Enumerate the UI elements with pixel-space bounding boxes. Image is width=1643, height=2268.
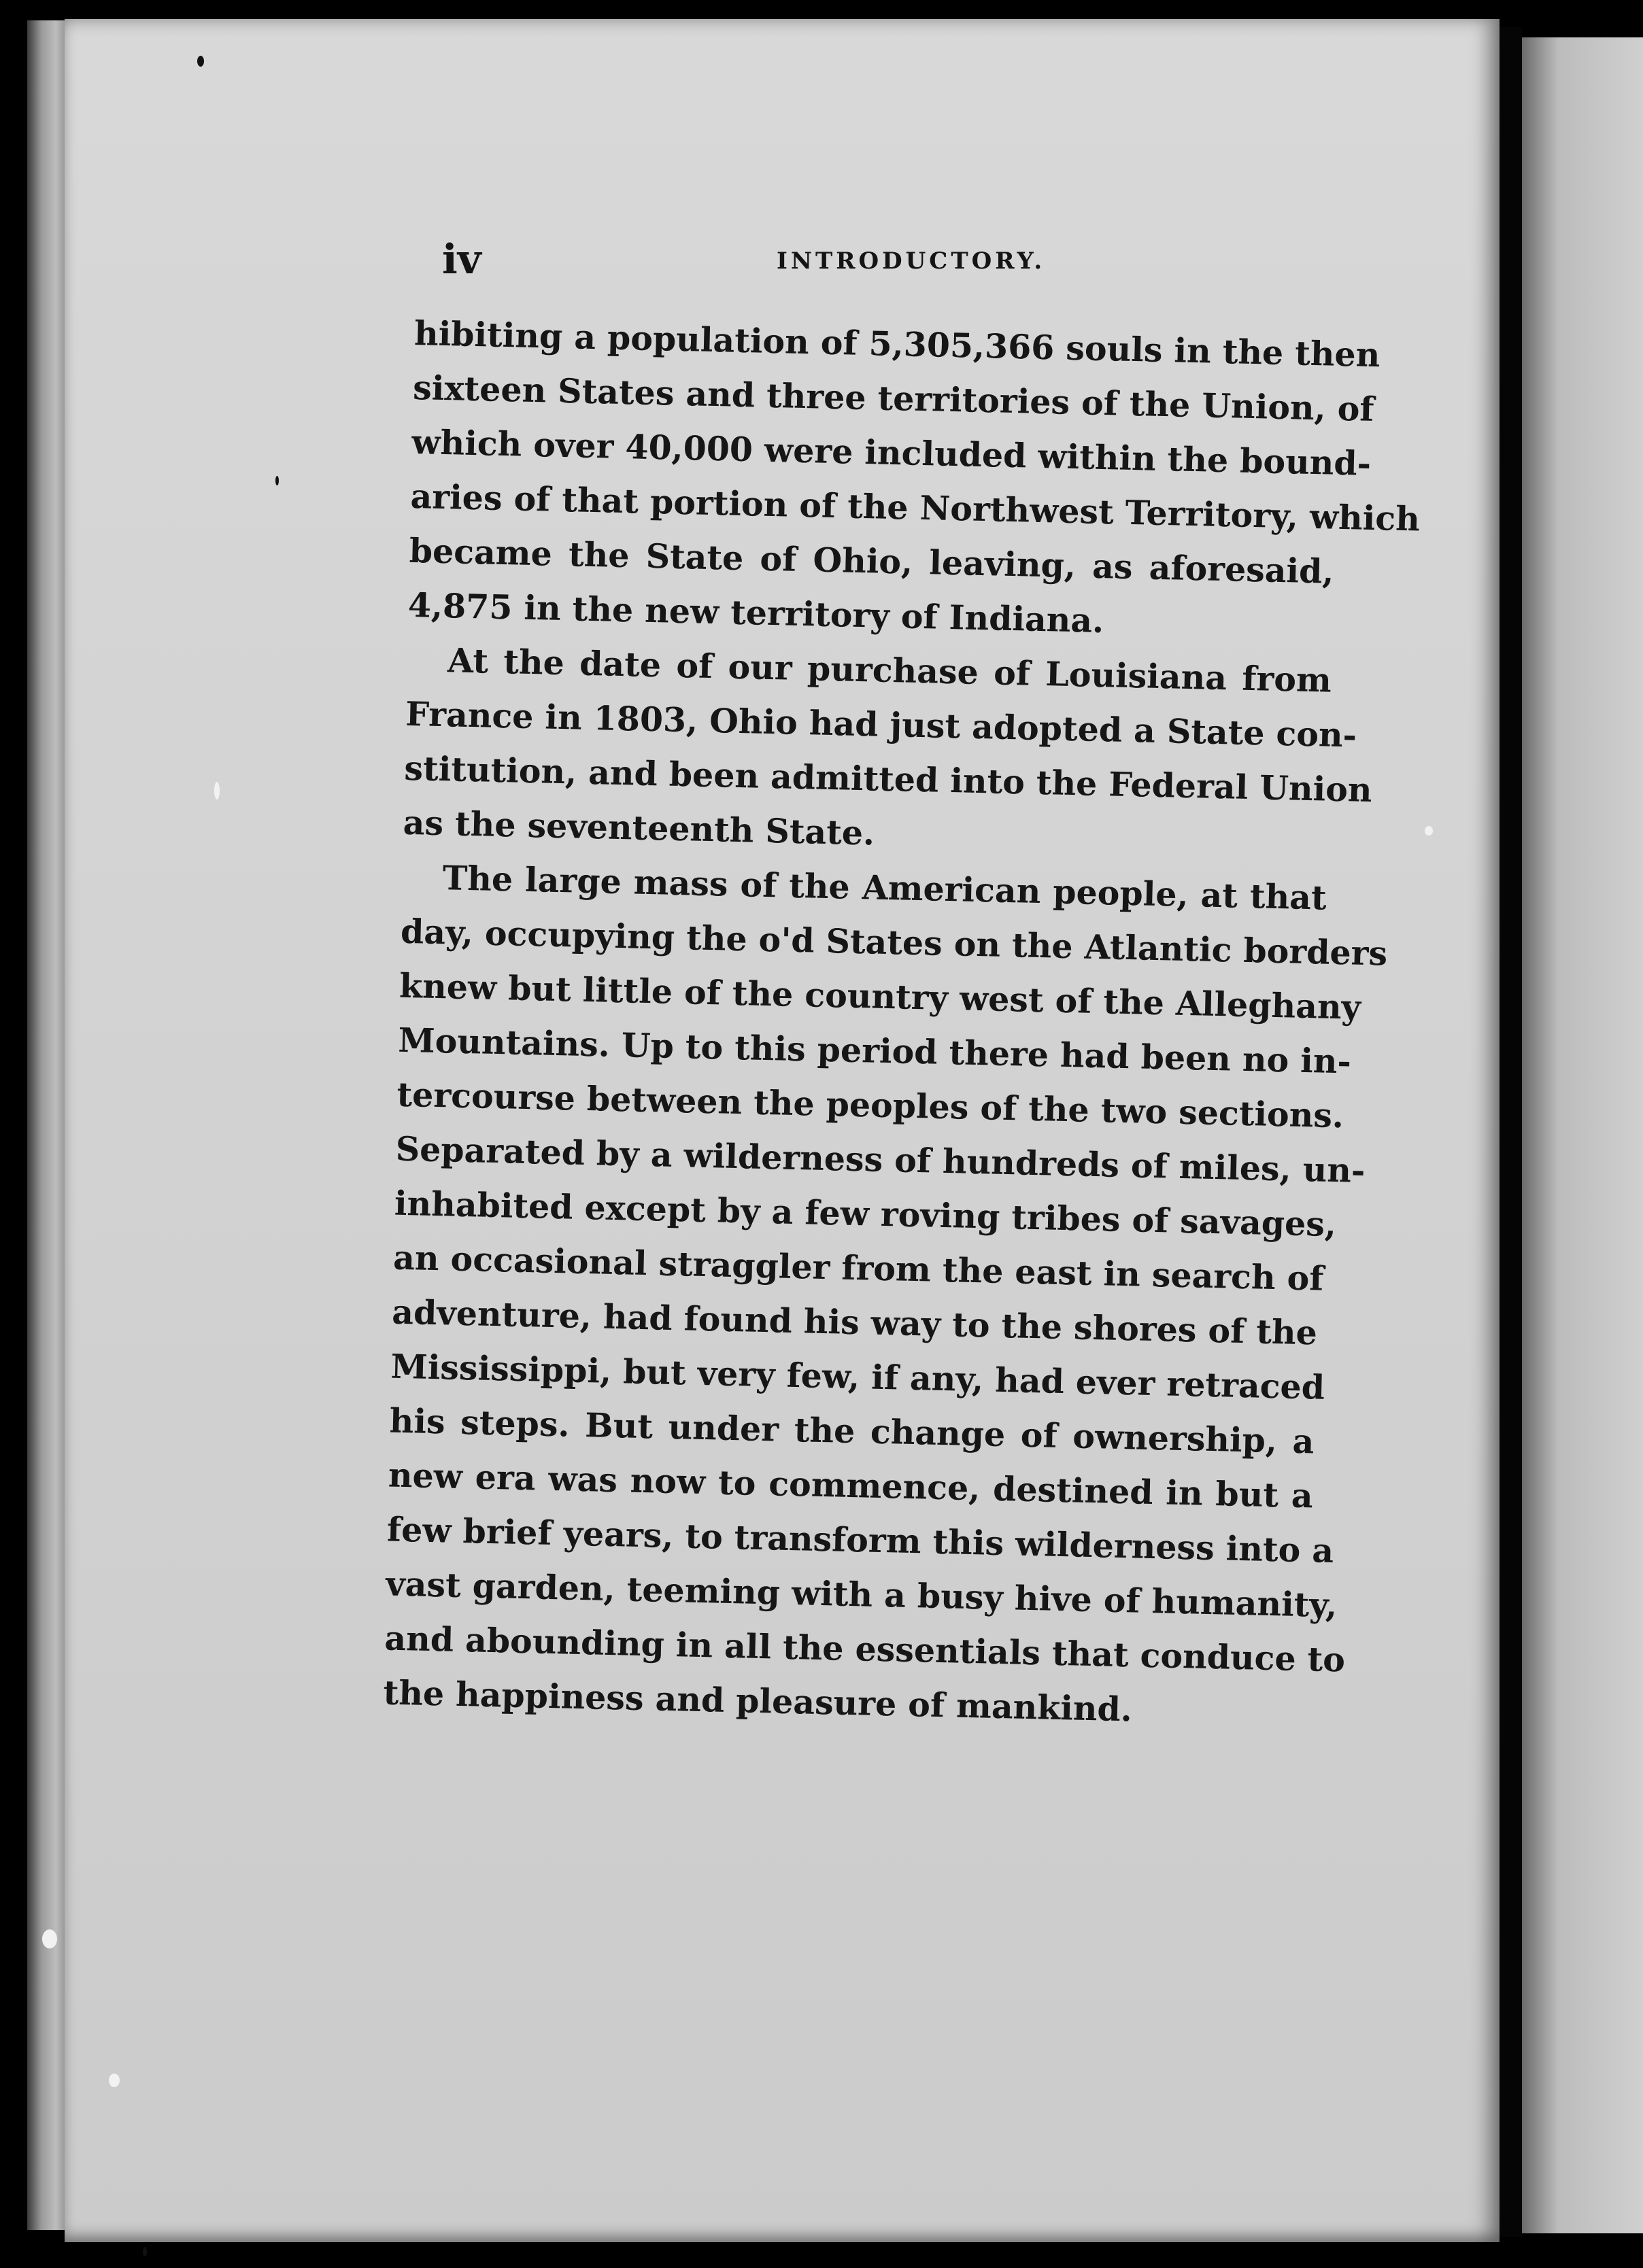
text-line: France in 1803, Ohio had just adopted a State con- [405,693,1357,755]
facing-page-edge [1522,37,1643,2233]
page-header [442,233,1340,287]
text-line: Separated by a wilderness of hundreds of miles, un- [395,1129,1366,1191]
text-line: new era was now to commence, destined in but a [388,1455,1314,1516]
ink-speck [275,476,279,485]
text-line: Mississippi, but very few, if any, had ever retraced [390,1346,1325,1407]
page-gutter [1500,27,1522,2237]
dust-speck [109,2074,120,2087]
body-text [383,306,1421,1740]
dust-speck [1425,826,1433,836]
text-line: the happiness and pleasure of mankind. [383,1672,1133,1730]
paragraph-1 [407,306,1421,653]
ink-speck [143,2247,147,2256]
text-line: became the State of Ohio, leaving, as aforesaid, [409,530,1335,591]
text-line: adventure, had found his way to the shores of the [391,1292,1318,1353]
dust-speck [214,782,220,800]
ink-speck [197,56,204,67]
text-line: knew but little of the country west of the Alleghany [399,965,1361,1027]
text-line: 4,875 in the new territory of Indiana. [407,585,1104,641]
text-line: hibiting a population of 5,305,366 souls in the then [413,313,1381,375]
dust-speck [42,1929,57,1948]
text-line: as the seventeenth State. [403,802,875,853]
text-line: The large mass of the American people, at that [442,858,1327,918]
text-line: Mountains. Up to this period there had been no in- [397,1020,1352,1082]
text-line: stitution, and been admitted into the Federal Union [403,748,1373,810]
text-line: an occasional straggler from the east in search of [392,1237,1325,1299]
running-head: INTRODUCTORY. [777,247,1046,275]
text-line: sixteen States and three territories of the Union, of [412,367,1375,430]
paragraph-3 [383,850,1388,1741]
previous-leaf-edge [27,20,68,2230]
text-line: tercourse between the peoples of the two sections. [396,1074,1344,1136]
paragraph-2 [403,632,1373,871]
text-line: inhabited except by a few roving tribes of savages, [394,1183,1337,1245]
page-number: iv [442,236,481,284]
text-line: which over 40,000 were included within the bound- [411,422,1372,483]
text-line: few brief years, to transform this wilderness into a [386,1509,1334,1571]
text-line: vast garden, teeming with a busy hive of humanity, [385,1564,1338,1626]
text-line: his steps. But under the change of ownership, a [389,1401,1315,1462]
text-line: and abounding in all the essentials that conduce to [384,1618,1346,1680]
text-line: aries of that portion of the Northwest Territory, which [409,476,1421,539]
text-line: At the date of our purchase of Louisiana from [447,640,1332,700]
text-line: day, occupying the o'd States on the Atlantic borders [400,911,1388,974]
